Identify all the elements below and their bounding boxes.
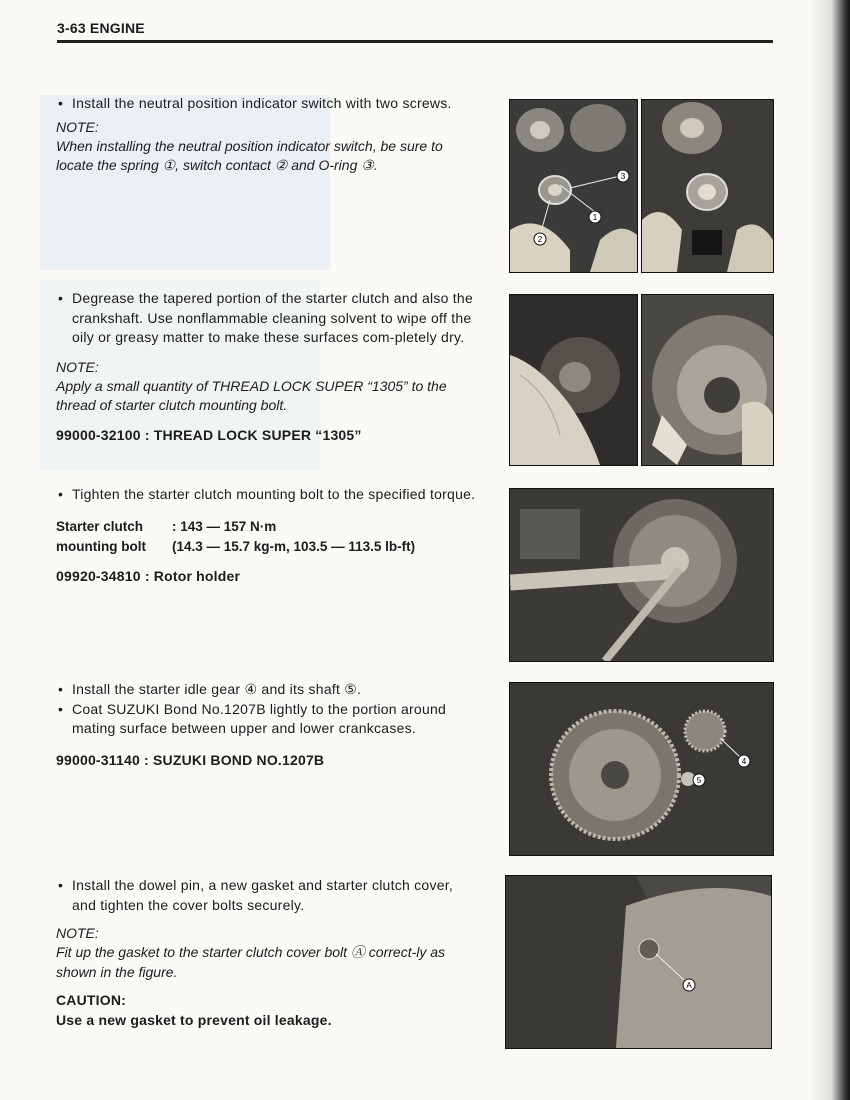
step-3	[56, 485, 480, 586]
torque-spec-label-2: mounting bolt	[56, 538, 146, 554]
step-2-note-label: NOTE:	[56, 358, 99, 375]
callout-3: 3	[620, 172, 626, 181]
step-2	[56, 289, 480, 445]
torque-photo	[509, 488, 774, 662]
callout-4: 4	[741, 757, 747, 766]
torque-spec-label: Starter clutch	[56, 518, 144, 534]
torque-spec-row-1	[56, 517, 480, 537]
step-2-bullet: • Degrease the tapered portion of the starter clutch and also the crankshaft. Use nonflammable cleaning solvent to wipe off the oily or greasy matter to make these surfaces com-pletely dry.	[56, 289, 480, 348]
step-1-note-label: NOTE:	[56, 118, 99, 135]
step-1-bullet: • Install the neutral position indicator switch with two screws.	[56, 94, 480, 114]
page-header-title: 3-63 ENGINE	[57, 20, 145, 36]
callout-1: 1	[592, 213, 598, 222]
cover-photo	[505, 875, 772, 1049]
idle-gear-photo	[509, 682, 774, 856]
callout-5: 5	[696, 776, 702, 785]
switch-photo-right	[641, 99, 774, 273]
special-tool: 09920-34810 : Rotor holder	[56, 567, 241, 584]
degrease-photo-left	[509, 294, 638, 466]
callout-a: A	[686, 981, 692, 990]
step-5-bullet: • Install the dowel pin, a new gasket and starter clutch cover, and tighten the cover bolts securely.	[56, 876, 480, 915]
torque-spec-row-2	[56, 537, 480, 557]
step-1	[56, 94, 480, 176]
step-5-note-label: NOTE:	[56, 925, 99, 941]
step-4-part-number: 99000-31140 : SUZUKI BOND NO.1207B	[56, 751, 325, 768]
step-2-part-number: 99000-32100 : THREAD LOCK SUPER “1305”	[56, 426, 362, 443]
callout-2: 2	[537, 235, 543, 244]
degrease-photo-right	[641, 294, 774, 466]
caution-label: CAUTION:	[56, 992, 127, 1008]
step-5	[56, 876, 480, 1030]
page-header	[57, 18, 773, 43]
torque-spec-value: : 143 — 157 N·m	[172, 518, 277, 534]
step-5-note: Fit up the gasket to the starter clutch cover bolt Ⓐ correct-ly as shown in the figure.	[56, 944, 446, 980]
switch-photo-left	[509, 99, 638, 273]
step-2-note: Apply a small quantity of THREAD LOCK SUPER “1305” to the thread of starter clutch mounting bolt.	[56, 377, 447, 413]
caution-text: Use a new gasket to prevent oil leakage.	[56, 1012, 332, 1028]
page-edge-shadow	[808, 0, 850, 1100]
step-4	[56, 680, 480, 770]
step-1-note: When installing the neutral position indicator switch, be sure to locate the spring ①, switch contact ② and O-ring ③.	[56, 137, 443, 173]
step-3-bullet: • Tighten the starter clutch mounting bolt to the specified torque.	[56, 485, 480, 505]
torque-spec-value-2: (14.3 — 15.7 kg-m, 103.5 — 113.5 lb-ft)	[172, 538, 416, 554]
step-4-bullet-2: • Coat SUZUKI Bond No.1207B lightly to the portion around mating surface between upper and lower crankcases.	[56, 700, 480, 739]
step-4-bullet-1: • Install the starter idle gear ④ and its shaft ⑤.	[56, 680, 480, 700]
